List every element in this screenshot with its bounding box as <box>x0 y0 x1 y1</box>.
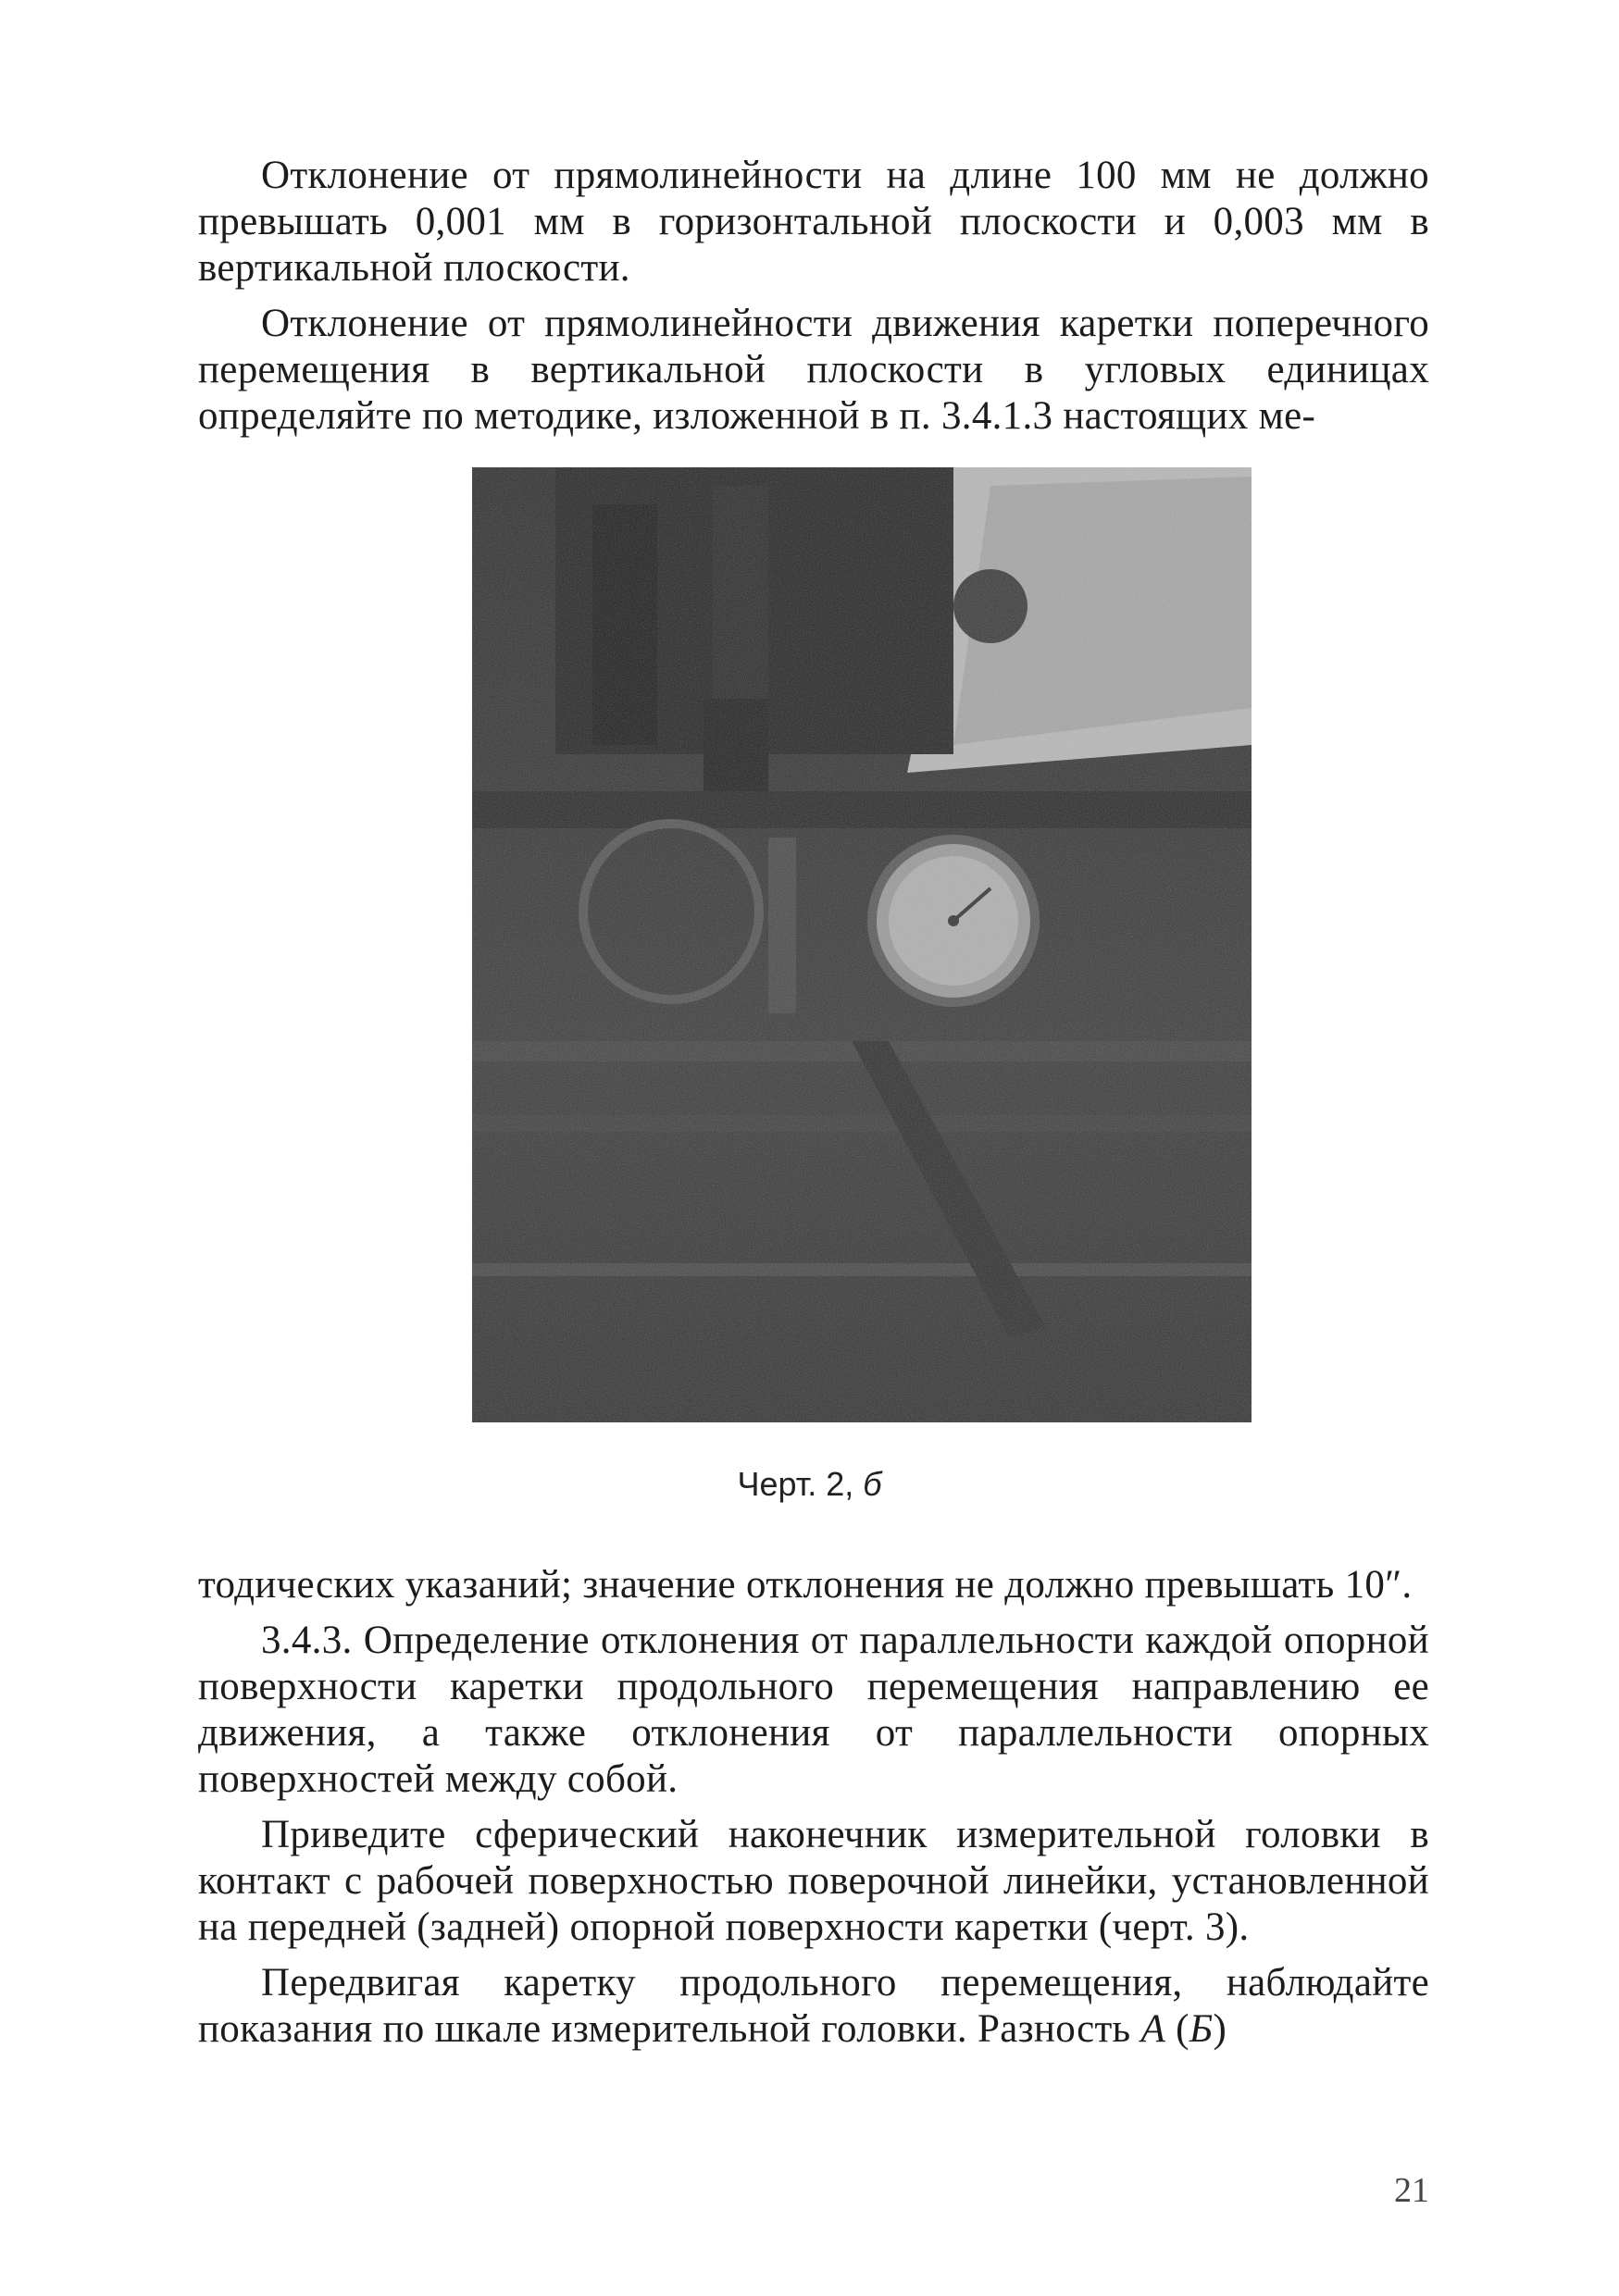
figure-photo <box>472 467 1252 1422</box>
paragraph-continuation: тодических указаний; значение отклонения не должно превышать 10″. <box>198 1563 1413 1607</box>
dial-indicator-photo <box>472 467 1252 1422</box>
text-block-bottom <box>198 1562 1429 2062</box>
paragraph-section-3-4-3: 3.4.3. Определение отклонения от параллельности каждой опорной поверхности каретки продольного перемещения направлению ее движения, а также отклонения от параллельности опорных поверхностей между собой. <box>198 1619 1429 1801</box>
symbol-b: Б <box>1189 2007 1214 2051</box>
paragraph-carriage-text: Передвигая каретку продольного перемещения, наблюдайте показания по шкале измерительной головки. Разность <box>198 1961 1429 2051</box>
page-number: 21 <box>1394 2171 1429 2210</box>
caption-suffix: б <box>863 1465 882 1503</box>
symbol-a: А <box>1140 2007 1166 2051</box>
figure-caption <box>0 1465 1619 1504</box>
text-block-top <box>198 153 1429 449</box>
paragraph-contact-instruction: Приведите сферический наконечник измерительной головки в контакт с рабочей поверхностью поверочной линейки, установленной на передней (задней) опорной поверхности каретки (черт. 3). <box>198 1813 1429 1949</box>
paragraph-angular-deviation: Отклонение от прямолинейности движения каретки поперечного перемещения в вертикальной плоскости в угловых единицах определяйте по методике, изложенной в п. 3.4.1.3 настоящих ме- <box>198 302 1429 438</box>
caption-prefix: Черт. 2, <box>737 1465 854 1503</box>
paragraph-straightness-limits: Отклонение от прямолинейности на длине 100 мм не должно превышать 0,001 мм в горизонтальной плоскости и 0,003 мм в вертикальной плоскости. <box>198 154 1429 290</box>
paragraph-carriage-movement: Передвигая каретку продольного перемещения, наблюдайте показания по шкале измерительной головки. Разность А (Б) <box>198 1961 1429 2051</box>
